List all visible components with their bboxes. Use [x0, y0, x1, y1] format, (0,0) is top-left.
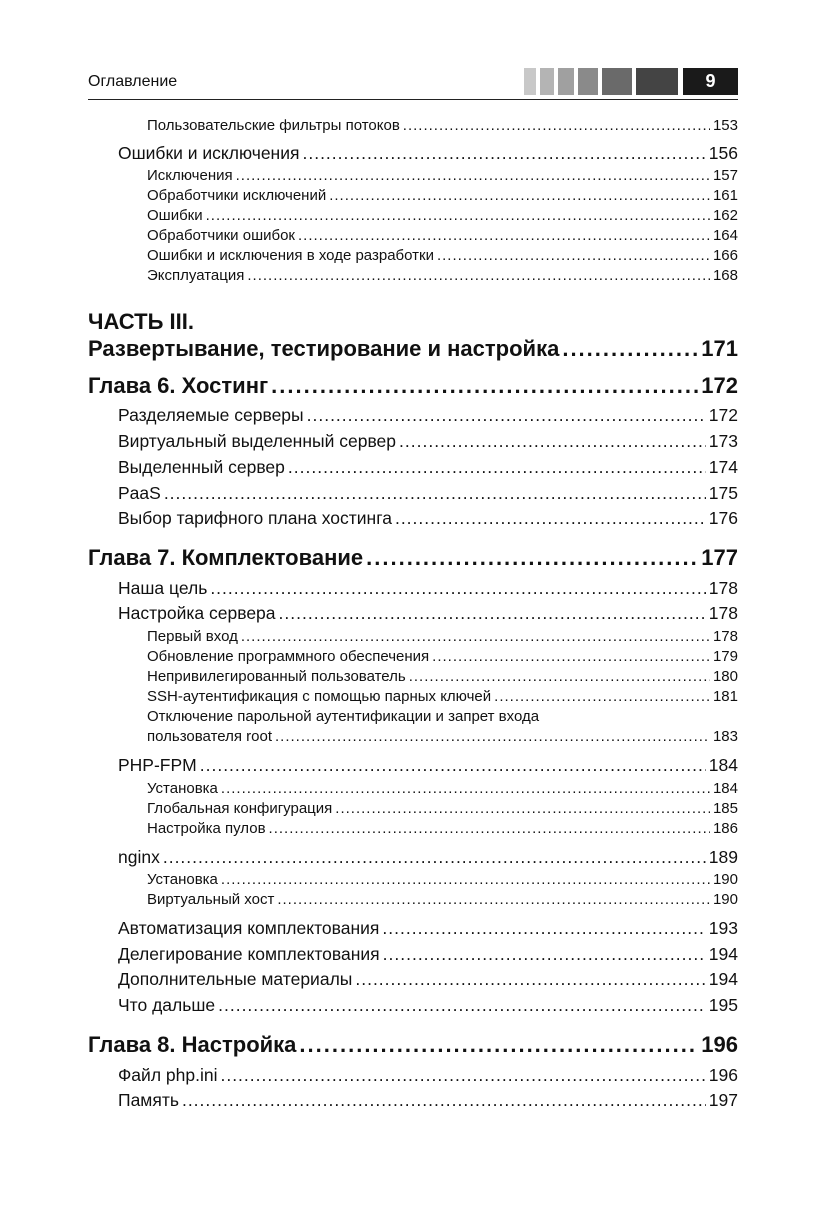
toc-entry-title: Непривилегированный пользователь [147, 668, 406, 685]
toc-leader [279, 603, 706, 624]
toc-entry-page: 153 [712, 117, 738, 134]
toc-entry[interactable] [118, 483, 738, 504]
toc-entry-page: 186 [712, 820, 738, 837]
toc-leader [221, 780, 710, 797]
toc-leader [298, 227, 710, 244]
toc-entry-title: Глобальная конфигурация [147, 800, 333, 817]
toc-entry-title: Обновление программного обеспечения [147, 648, 430, 665]
toc-leader [164, 483, 706, 504]
toc-entry-title: Эксплуатация [147, 267, 245, 284]
toc-entry[interactable] [147, 648, 738, 665]
toc-leader [200, 755, 706, 776]
toc-entry[interactable] [118, 578, 738, 599]
toc-entry-page: 194 [708, 969, 738, 989]
toc-entry-page: 184 [712, 780, 738, 797]
toc-leader [562, 336, 698, 362]
toc-entry[interactable] [118, 995, 738, 1016]
toc-entry-page: 195 [708, 995, 738, 1015]
toc-leader [221, 871, 710, 888]
page-header [0, 0, 827, 110]
toc-entry-title: Развертывание, тестирование и настройка [88, 336, 560, 361]
toc-entry-page: 197 [708, 1090, 738, 1110]
toc-leader [302, 143, 705, 164]
toc-entry-page: 190 [712, 891, 738, 908]
toc-entry-title: Ошибки и исключения в ходе разработки [147, 247, 434, 264]
toc-entry-page: 193 [708, 918, 738, 938]
toc-entry[interactable] [147, 688, 738, 705]
toc-leader [355, 969, 705, 990]
toc-entry-title: Дополнительные материалы [118, 969, 353, 989]
toc-leader [236, 167, 710, 184]
toc-leader [269, 820, 710, 837]
toc-leader [182, 1090, 706, 1111]
toc-entry-page: 181 [712, 688, 738, 705]
toc-entry[interactable] [147, 820, 738, 837]
toc-entry-title: Настройка пулов [147, 820, 266, 837]
toc-leader [218, 995, 706, 1016]
toc-leader [409, 668, 710, 685]
toc-entry-title: Выбор тарифного плана хостинга [118, 508, 392, 528]
toc-leader [437, 247, 710, 264]
toc-leader [399, 431, 706, 452]
toc-entry-page: 156 [708, 143, 738, 163]
toc-entry-title: PHP-FPM [118, 755, 197, 775]
decor-bar [558, 68, 574, 95]
toc-entry-title: Установка [147, 780, 218, 797]
toc-entry-page: 189 [708, 847, 738, 867]
page-number: 9 [683, 68, 738, 95]
toc-entry-page: 196 [701, 1032, 738, 1057]
toc-entry[interactable] [118, 603, 738, 624]
decor-bar [602, 68, 632, 95]
toc-leader [210, 578, 705, 599]
toc-entry[interactable] [118, 431, 738, 452]
toc-entry-title: Глава 6. Хостинг [88, 373, 269, 398]
toc-entry-page: 178 [712, 628, 738, 645]
toc-entry-page: 194 [708, 944, 738, 964]
toc-entry-title: Что дальше [118, 995, 216, 1015]
toc-entry-page: 162 [712, 207, 738, 224]
toc-entry[interactable] [118, 755, 738, 776]
toc-entry-title: Глава 7. Комплектование [88, 545, 364, 570]
toc-entry[interactable] [118, 143, 738, 164]
toc-entry-title: Делегирование комплектования [118, 944, 380, 964]
toc-entry[interactable] [147, 167, 738, 184]
toc-leader [220, 1065, 705, 1086]
toc-entry-title: Виртуальный хост [147, 891, 275, 908]
toc-leader [247, 267, 710, 284]
toc-leader [277, 891, 710, 908]
toc-entry[interactable] [147, 117, 738, 134]
toc-entry-title: Файл php.ini [118, 1065, 218, 1085]
toc-entry-title: Пользовательские фильтры потоков [147, 117, 400, 134]
toc-entry-title: Ошибки [147, 207, 203, 224]
toc-leader [241, 628, 710, 645]
toc-entry-page: 175 [708, 483, 738, 503]
decor-bar [524, 68, 536, 95]
toc-entry-title: Автоматизация комплектования [118, 918, 380, 938]
toc-entry-title-line1[interactable]: Отключение парольной аутентификации и запрет входа [147, 708, 540, 725]
toc-entry-page: 184 [708, 755, 738, 775]
toc-entry[interactable] [118, 405, 738, 426]
toc-entry-page: 179 [712, 648, 738, 665]
part-label: ЧАСТЬ III. [88, 309, 194, 334]
toc-entry-page: 176 [708, 508, 738, 528]
toc-leader [275, 728, 710, 745]
toc-entry-page: 180 [712, 668, 738, 685]
toc-entry[interactable] [147, 227, 738, 244]
toc-entry-title: Память [118, 1090, 179, 1110]
toc-leader [432, 648, 710, 665]
decor-bar [578, 68, 598, 95]
toc-entry-page: 174 [708, 457, 738, 477]
toc-entry[interactable] [118, 918, 738, 939]
toc-entry[interactable] [147, 247, 738, 264]
toc-entry-page: 164 [712, 227, 738, 244]
toc-entry[interactable] [147, 207, 738, 224]
toc-entry-title: Настройка сервера [118, 603, 276, 623]
toc-entry[interactable] [118, 508, 738, 529]
decor-bar [636, 68, 678, 95]
header-rule [88, 99, 738, 100]
toc-part-entry[interactable] [88, 336, 738, 362]
toc-chapter-entry[interactable] [88, 1032, 738, 1058]
toc-leader [271, 373, 698, 399]
toc-entry-title: Разделяемые серверы [118, 405, 304, 425]
toc-entry-page: 161 [712, 187, 738, 204]
toc-leader [403, 117, 710, 134]
running-title: Оглавление [88, 73, 178, 90]
toc-leader [395, 508, 706, 529]
toc-entry-title: Ошибки и исключения [118, 143, 300, 163]
toc-entry[interactable] [147, 728, 738, 745]
toc-leader [494, 688, 710, 705]
toc-entry[interactable] [118, 1090, 738, 1111]
toc-leader [288, 457, 706, 478]
toc-entry[interactable] [118, 847, 738, 868]
toc-leader [383, 944, 706, 965]
toc-entry-title: Выделенный сервер [118, 457, 285, 477]
toc-entry[interactable] [147, 668, 738, 685]
toc-entry-title: nginx [118, 847, 160, 867]
toc-entry-title: Первый вход [147, 628, 238, 645]
toc-entry-title: пользователя root [147, 728, 273, 745]
toc-entry[interactable] [147, 780, 738, 797]
toc-leader [335, 800, 710, 817]
toc-leader [382, 918, 705, 939]
toc-entry-title: Установка [147, 871, 218, 888]
toc-chapter-entry[interactable] [88, 373, 738, 399]
toc-entry-title: Виртуальный выделенный сервер [118, 431, 397, 451]
toc-leader [366, 545, 698, 571]
toc-entry-title: Обработчики ошибок [147, 227, 295, 244]
toc-entry-title: SSH-аутентификация с помощью парных ключей [147, 688, 492, 705]
toc-entry-title: Наша цель [118, 578, 208, 598]
toc-entry[interactable] [147, 871, 738, 888]
toc-leader [329, 187, 710, 204]
toc-entry-page: 166 [712, 247, 738, 264]
toc-entry[interactable] [147, 628, 738, 645]
toc-chapter-entry[interactable] [88, 545, 738, 571]
toc-entry-page: 185 [712, 800, 738, 817]
toc-leader [307, 405, 706, 426]
toc-entry-page: 178 [708, 603, 738, 623]
toc-entry-title: Обработчики исключений [147, 187, 327, 204]
decor-bar [540, 68, 554, 95]
toc-entry-title: Глава 8. Настройка [88, 1032, 297, 1057]
toc-entry[interactable] [118, 1065, 738, 1086]
toc-entry-page: 157 [712, 167, 738, 184]
toc-entry[interactable] [147, 891, 738, 908]
toc-entry-page: 178 [708, 578, 738, 598]
toc-entry[interactable] [118, 457, 738, 478]
toc-entry-page: 183 [712, 728, 738, 745]
toc-leader [206, 207, 710, 224]
toc-entry-page: 190 [712, 871, 738, 888]
toc-entry-page: 173 [708, 431, 738, 451]
toc-entry[interactable] [118, 944, 738, 965]
toc-entry[interactable] [147, 800, 738, 817]
toc-entry-page: 196 [708, 1065, 738, 1085]
toc-entry-title: PaaS [118, 483, 161, 503]
toc-entry-page: 171 [701, 336, 738, 361]
toc-entry-title: Исключения [147, 167, 233, 184]
toc-leader [163, 847, 706, 868]
toc-leader [299, 1032, 698, 1058]
toc-entry-page: 172 [701, 373, 738, 398]
toc-entry[interactable] [147, 187, 738, 204]
toc-entry-page: 172 [708, 405, 738, 425]
toc-entry[interactable] [147, 267, 738, 284]
toc-entry-page: 177 [701, 545, 738, 570]
toc-entry[interactable] [118, 969, 738, 990]
toc-entry-page: 168 [712, 267, 738, 284]
